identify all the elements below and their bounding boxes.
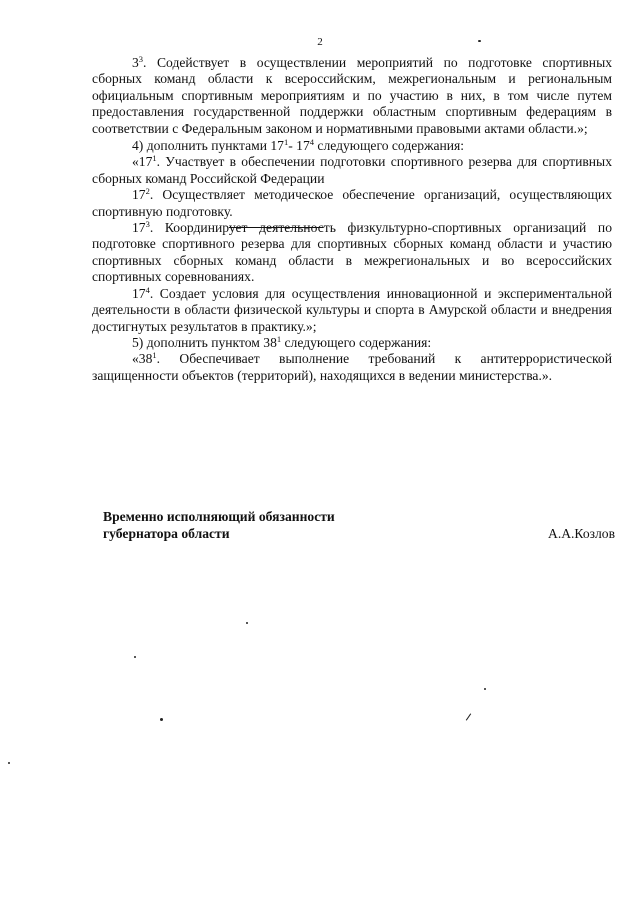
scan-speck [478,40,481,42]
paragraph-17-2: $17^2$. Осуществляет методическое обеспечение организаций, осуществляющих спортивную подготовку. [92,186,612,219]
signatory-title-line-1: Временно исполняющий обязанности [103,509,335,524]
scan-speck [246,622,248,624]
struck-text: ует деятельнос [228,220,324,236]
page-number: 2 [317,36,323,48]
scan-speck [134,656,136,658]
paragraph-38-1: «$38^1$. Обеспечивает выполнение требований к антитеррористической защищенности объектов (территорий), находящихся в ведении министерства.». [92,350,612,383]
signature-block [103,508,615,542]
scan-speck [160,718,163,721]
document-body [92,55,612,384]
scan-speck [8,762,10,764]
scan-speck [466,713,471,720]
paragraph-17-3: $17^3$. Координирует деятельность физкультурно-спортивных организаций по подготовке спортивного резерва для спортивных сборных команд области и участию спортивных сборных команд области в межрегиональных и во всероссийских спортивных соревнованиях. [92,219,612,285]
scan-speck [484,688,486,690]
paragraph-item-5: 5) дополнить пунктом $38^1$ следующего содержания: [132,333,432,350]
paragraph-item-4: 4) дополнить пунктами $17^1-$ $17^4$ следующего содержания: [132,137,465,154]
paragraph-3-3: $3^3$. Содействует в осуществлении мероприятий по подготовке спортивных сборных команд области к всероссийским, межрегиональным и региональным официальным спортивным мероприятиям и по участию в них, в том числе путем предоставления государственной поддержки областным спортивным федерациям в соответствии с Федеральным законом и нормативными правовыми актами области.»; [92,54,612,136]
paragraph-17-4: $17^4$. Создает условия для осуществления инновационной и экспериментальной деятельности в области физической культуры и спорта в Амурской области и внедрения достигнутых результатов в практику.»; [92,284,612,334]
paragraph-17-1: «$17^1$. Участвует в обеспечении подготовки спортивного резерва для спортивных сборных команд Российской Федерации [92,153,612,186]
signatory-name: А.А.Козлов [548,526,615,541]
signatory-title-line-2: губернатора области [103,526,230,541]
